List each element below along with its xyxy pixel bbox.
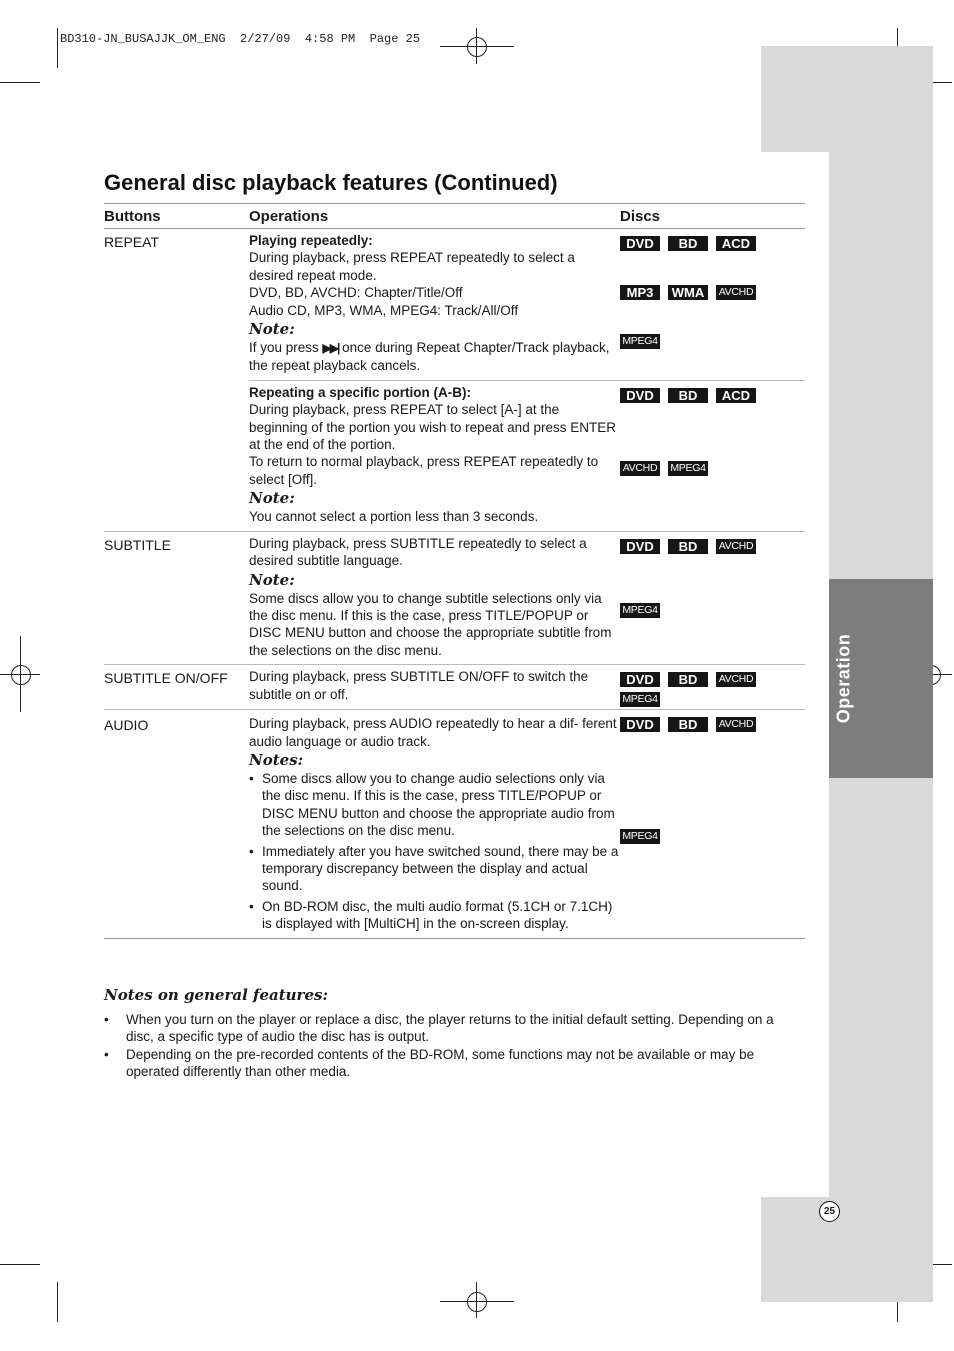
disc-badge: DVD — [620, 717, 660, 732]
registration-mark — [467, 37, 487, 57]
operation-text: During playback, press SUBTITLE ON/OFF to switch the subtitle on or off. — [249, 669, 589, 702]
operation-text: During playback, press REPEAT repeatedly to select a desired repeat mode. — [249, 250, 575, 283]
operation-heading: Repeating a specific portion (A-B): — [249, 384, 472, 400]
registration-mark — [467, 1292, 487, 1312]
disc-badge: BD — [668, 236, 708, 251]
list-item: • When you turn on the player or replace a disc, the player returns to the initial default setting. Depending on a disc, a specific type of audio the disc has is output. — [104, 1012, 774, 1045]
disc-badge: MPEG4 — [620, 829, 660, 844]
disc-badge: BD — [668, 717, 708, 732]
table-bottom-rule — [104, 938, 805, 939]
notes-list — [249, 770, 620, 933]
general-notes-heading: Notes on general features: — [104, 986, 328, 1004]
col-header-buttons: Buttons — [104, 207, 161, 225]
crop-mark — [0, 1264, 40, 1265]
disc-badge: BD — [668, 388, 708, 403]
side-panel-top — [761, 46, 933, 152]
disc-badges — [620, 710, 805, 935]
button-name: SUBTITLE ON/OFF — [104, 670, 228, 687]
operation-audio — [249, 710, 620, 935]
disc-badge: AVCHD — [716, 672, 756, 687]
operation-heading: Playing repeatedly: — [249, 233, 373, 248]
operation-subtitle-onoff — [249, 665, 620, 707]
operation-subtitle — [249, 532, 620, 662]
section-tab-label: Operation — [833, 633, 854, 724]
disc-badge: DVD — [620, 388, 660, 403]
note-text: If you press ▶▶| once during Repeat Chapter/Track playback, the repeat playback cancels. — [249, 340, 610, 374]
disc-badge: AVCHD — [716, 285, 756, 300]
button-name: REPEAT — [104, 234, 159, 250]
note-heading: Note: — [249, 489, 295, 508]
disc-badge: ACD — [716, 388, 756, 403]
list-item: • Immediately after you have switched sound, there may be a temporary discrepancy between the display and actual sound. — [249, 843, 620, 895]
list-item: • Some discs allow you to change audio selections only via the disc menu. If this is the case, press TITLE/POPUP or DISC MENU button and choose the appropriate audio from the selections on the disc menu. — [249, 770, 620, 840]
disc-badge: MPEG4 — [620, 334, 660, 349]
operation-text: During playback, press REPEAT to select [A-] at the beginning of the portion you wish to repeat and press ENTER at the end of the portion. — [249, 402, 616, 453]
note-text: Some discs allow you to change subtitle selections only via the disc menu. If this is the case, press TITLE/POPUP or DISC MENU button and choose the appropriate subtitle from the selections on the disc menu. — [249, 590, 612, 658]
col-header-discs: Discs — [620, 207, 661, 225]
disc-badge: AVCHD — [716, 717, 756, 732]
disc-badge: DVD — [620, 236, 660, 251]
side-panel-bottom — [761, 1197, 933, 1302]
disc-badges — [620, 665, 805, 707]
disc-badge: AVCHD — [716, 539, 756, 554]
notes-heading: Notes: — [249, 750, 304, 769]
disc-badge: DVD — [620, 672, 660, 687]
table-header — [104, 204, 805, 228]
disc-badge: BD — [668, 539, 708, 554]
button-name: AUDIO — [104, 717, 149, 734]
disc-badge: MPEG4 — [668, 461, 708, 476]
disc-badge: MPEG4 — [620, 692, 660, 707]
table-row-repeat — [104, 229, 805, 529]
disc-badge: MP3 — [620, 285, 660, 300]
disc-badges — [620, 381, 805, 529]
page-title: General disc playback features (Continued) — [104, 170, 558, 195]
button-name: SUBTITLE — [104, 536, 171, 553]
operation-text: During playback, press AUDIO repeatedly to hear a dif- ferent audio language or audio track. — [249, 716, 617, 749]
table-row-subtitle-onoff — [104, 665, 805, 707]
note-heading: Note: — [249, 570, 295, 589]
note-heading: Note: — [249, 320, 295, 339]
list-item: • On BD-ROM disc, the multi audio format (5.1CH or 7.1CH) is displayed with [MultiCH] in the on-screen display. — [249, 898, 620, 933]
col-header-operations: Operations — [249, 207, 329, 225]
skip-forward-icon: ▶▶| — [322, 341, 339, 356]
disc-badge: WMA — [668, 285, 708, 300]
disc-badge: ACD — [716, 236, 756, 251]
operation-repeat-ab — [249, 381, 620, 529]
page-number: 25 — [819, 1201, 840, 1222]
disc-badge: MPEG4 — [620, 603, 660, 618]
crop-mark — [0, 82, 40, 83]
registration-mark — [11, 665, 31, 685]
note-text: You cannot select a portion less than 3 seconds. — [249, 509, 539, 525]
general-notes-list — [104, 1011, 805, 1081]
table-row-subtitle — [104, 532, 805, 662]
disc-badges — [620, 532, 805, 662]
crop-mark — [57, 28, 58, 68]
operation-text: To return to normal playback, press REPEAT repeatedly to select [Off]. — [249, 454, 599, 487]
features-table — [104, 203, 805, 939]
print-header: BD310-JN_BUSAJJK_OM_ENG 2/27/09 4:58 PM Page 25 — [60, 32, 421, 46]
crop-mark — [57, 1282, 58, 1322]
disc-badge: AVCHD — [620, 461, 660, 476]
list-item: • Depending on the pre-recorded contents of the BD-ROM, some functions may not be available or may be operated differently than other media. — [104, 1046, 755, 1080]
operation-text: DVD, BD, AVCHD: Chapter/Title/Off — [249, 285, 463, 301]
disc-badge: BD — [668, 672, 708, 687]
disc-badge: DVD — [620, 539, 660, 554]
operation-repeat-playing — [249, 229, 620, 378]
table-row-audio — [104, 710, 805, 935]
operation-text: During playback, press SUBTITLE repeatedly to select a desired subtitle language. — [249, 535, 587, 569]
disc-badges — [620, 229, 805, 378]
operation-text: Audio CD, MP3, WMA, MPEG4: Track/All/Off — [249, 302, 519, 318]
